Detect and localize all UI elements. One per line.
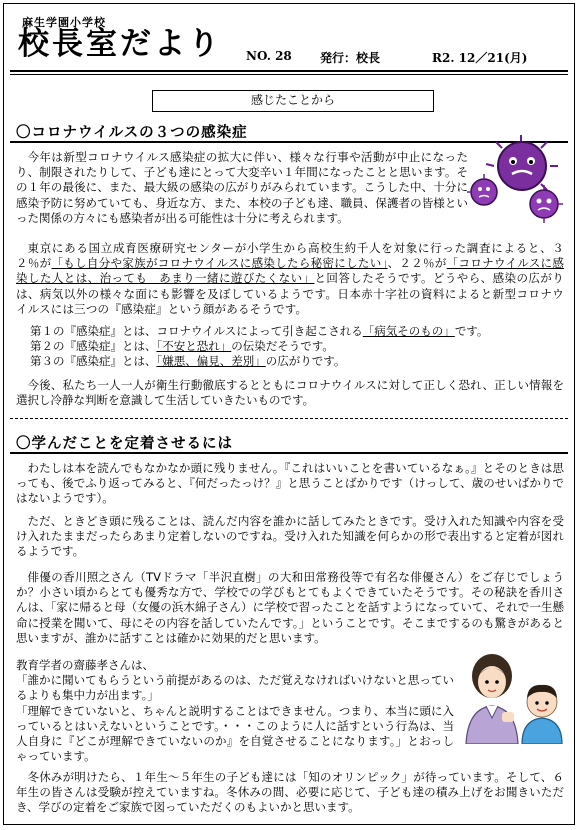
section2-paragraph-5: 冬休みが明けたら、１年生～５年生の子ども達には「知のオリンピック」が待っています。そして、６年生の皆さんは受験が控えていますね。冬休みの間、必要に応じて、子ども達の積み上げをお聞きいただき、学びの定着をご家族で図っていただくのもよいかと思います。: [16, 770, 564, 815]
newsletter-title: 校長室だより: [18, 26, 222, 62]
section2-heading: 〇学んだことを定着させるには: [16, 436, 233, 452]
header-rule-bottom: [10, 74, 568, 75]
section2-paragraph-4: 教育学者の齋藤孝さんは、 「誰かに聞いてもらうという前提があるのは、ただ覚えなければいけないと思っているよりも集中力が出ます。」 「理解できていないと、ちゃんと説明することはできません。つまり、本当に頭に入っているとはいえないということです。・・・このように人に話すという行為は、当人自身に『どこが理解できていないのか』を自覚させることになります。」とおっしゃっています。: [16, 658, 454, 764]
section-divider: [10, 418, 568, 419]
section1-heading: 〇コロナウイルスの３つの感染症: [16, 125, 248, 141]
header-rule-top: [10, 70, 568, 72]
section1-paragraph-1: 今年は新型コロナウイルス感染症の拡大に伴い、様々な行事や活動が中止になったり、制限されたりして、子ども達にとって大変辛い１年間になったことと思います。その１年の最後に、また、最大級の感染の広がりがみられています。こうした中、十分に感染予防に努めていても、身近な方、また、本校の子ども達、職員、保護者の皆様といった関係の方々にも感染者が出る可能性は十分に考えられます。: [16, 150, 468, 225]
school-name: 麻生学園小学校: [22, 16, 106, 29]
section-label-box: 感じたことから: [152, 90, 434, 112]
publisher: 発行：校長: [320, 51, 381, 65]
teacher-and-child-illustration: [462, 646, 564, 744]
issue-number: NO. 28: [246, 49, 292, 63]
section1-paragraph-2: 東京にある国立成育医療研究センターが小学生から高校生約千人を対象に行った調査によると、３２％が「もし自分や家族がコロナウイルスに感染したら秘密にしたい」、２２％が「コロナウイルスに感染した人とは、治っても あまり一緒に遊びたくない」と回答したそうです。どうやら、感染の広がりは、病気以外の様々な面にも影響を及ぼしているようです。日本赤十字社の資料によると新型コロナウイルスには三つの『感染症』という顔があるそうです。: [16, 241, 565, 316]
section1-paragraph-3: 今後、私たち一人一人が衛生行動徹底するとともにコロナウイルスに対して正しく恐れ、正しい情報を選択し冷静な判断を意識して生活していきたいものです。: [16, 378, 564, 408]
section2-heading-rule: [10, 452, 568, 454]
section2-paragraph-2: ただ、ときどき頭に残ることは、読んだ内容を誰かに話してみたときです。受け入れた知識や内容を受け入れたままだったらあまり定着しないのですね。受け入れた知識を何らかの形で表出すると定着が図れるようです。: [16, 514, 564, 559]
section1-list-item-2: 第２の『感染症』とは、「不安と恐れ」の伝染だそうです。: [30, 339, 334, 353]
section1-list-item-3: 第３の『感染症』とは、「嫌悪、偏見、差別」の広がりです。: [30, 354, 346, 368]
section2-paragraph-1: わたしは本を読んでもなかなか頭に残りません。『これはいいことを書いているなぁ。』とそのときは思っても、後でふり返ってみると、『何だったっけ？』と思うことばかりです（けっして、歳のせいばかりではないようです）。: [16, 461, 564, 506]
coronavirus-illustration: [466, 134, 566, 224]
section1-list-item-1: 第１の『感染症』とは、コロナウイルスによって引き起こされる「病気そのもの」です。: [30, 324, 489, 338]
issue-date: R2. 12／21(月): [432, 51, 528, 65]
section2-paragraph-3: 俳優の香川照之さん（TVドラマ「半沢直樹」の大和田常務役等で有名な俳優さん）をご存じでしょうか？小さい頃からとても優秀な方で、学校での学びもとてもよくできていたそうです。その秘訣を香川さんは、「家に帰ると母（女優の浜木綿子さん）に学校で習ったことを話すようになっていて、それで一生懸命に授業を聞いて、母にその内容を話していたんです。」ということです。そこまでするのも驚きがあると思いますが、誰かに話すことは確かに効果的だと思います。: [16, 570, 564, 645]
